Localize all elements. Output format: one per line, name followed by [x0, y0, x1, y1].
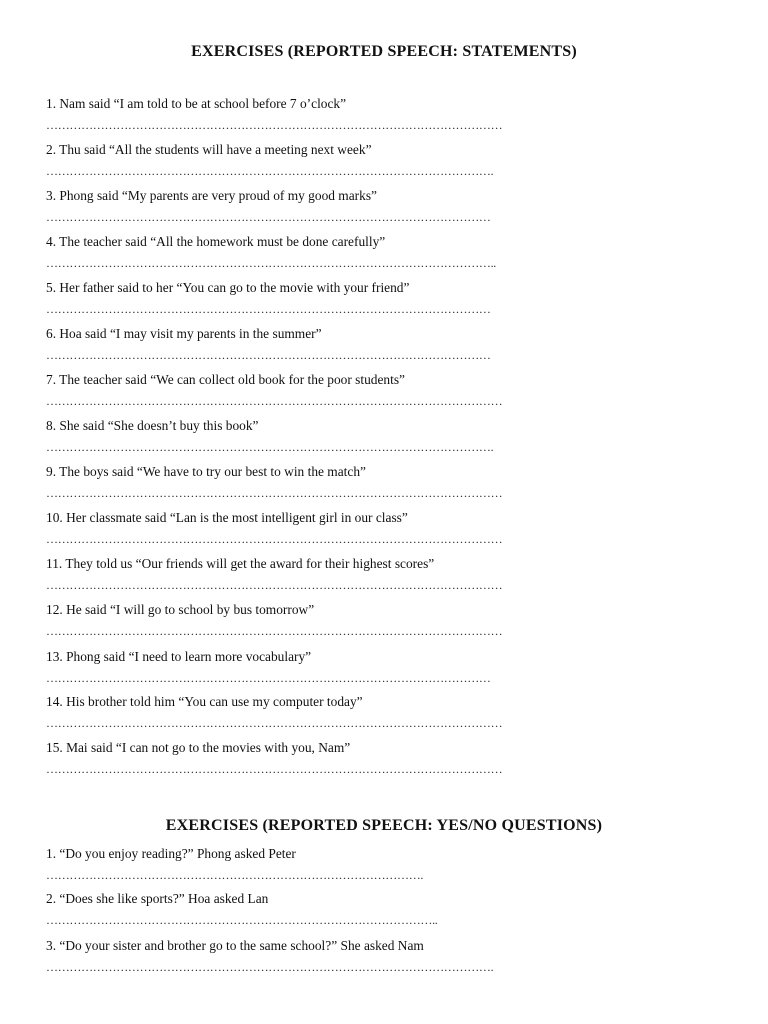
answer-line: ……………………………………………………………………………………………………..: [46, 256, 497, 270]
answer-line: ………………………………………………………………………………………………………: [46, 532, 503, 546]
question-prompt: 3. “Do your sister and brother go to the same school?” She asked Nam: [46, 938, 424, 953]
statement-item-6: [46, 326, 746, 362]
question-item-1: [46, 846, 746, 882]
statement-prompt: 12. He said “I will go to school by bus tomorrow”: [46, 602, 315, 617]
statement-prompt: 13. Phong said “I need to learn more vocabulary”: [46, 649, 312, 664]
answer-line: ……………………………………………………………………………………………………: [46, 210, 491, 224]
statement-prompt: 3. Phong said “My parents are very proud of my good marks”: [46, 188, 377, 203]
answer-line: ………………………………………………………………………………………………………: [46, 624, 503, 638]
answer-line: …………………………………………………………………………………….: [46, 868, 424, 882]
statement-prompt: 1. Nam said “I am told to be at school before 7 o’clock”: [46, 96, 347, 111]
statement-item-13: [46, 649, 746, 685]
statement-item-3: [46, 188, 746, 224]
statements-title: EXERCISES (REPORTED SPEECH: STATEMENTS): [191, 43, 577, 60]
answer-line: …………………………………………………………………………………………………….: [46, 164, 494, 178]
answer-line: ………………………………………………………………………………………………………: [46, 578, 503, 592]
answer-line: …………………………………………………………………………………………………….: [46, 960, 494, 974]
answer-line: ………………………………………………………………………………………..: [46, 913, 438, 927]
question-prompt: 2. “Does she like sports?” Hoa asked Lan: [46, 891, 269, 906]
statement-prompt: 7. The teacher said “We can collect old book for the poor students”: [46, 372, 405, 387]
yes-no-questions-title: EXERCISES (REPORTED SPEECH: YES/NO QUESTIONS): [165, 817, 603, 834]
statement-prompt: 5. Her father said to her “You can go to the movie with your friend”: [46, 280, 410, 295]
statement-prompt: 11. They told us “Our friends will get the award for their highest scores”: [46, 556, 435, 571]
statement-item-2: [46, 142, 746, 178]
statement-item-14: [46, 694, 746, 730]
answer-line: ……………………………………………………………………………………………………: [46, 671, 491, 685]
statement-prompt: 9. The boys said “We have to try our best to win the match”: [46, 464, 366, 479]
answer-line: ………………………………………………………………………………………………………: [46, 486, 503, 500]
statement-item-4: [46, 234, 746, 270]
answer-line: ………………………………………………………………………………………………………: [46, 716, 503, 730]
question-item-3: [46, 938, 746, 974]
answer-line: ……………………………………………………………………………………………………: [46, 302, 491, 316]
statement-prompt: 10. Her classmate said “Lan is the most intelligent girl in our class”: [46, 510, 408, 525]
answer-line: ………………………………………………………………………………………………………: [46, 394, 503, 408]
statement-item-10: [46, 510, 746, 546]
statement-prompt: 14. His brother told him “You can use my computer today”: [46, 694, 363, 709]
statement-item-8: [46, 418, 746, 454]
statement-item-7: [46, 372, 746, 408]
statement-item-9: [46, 464, 746, 500]
statement-item-1: [46, 96, 746, 132]
question-prompt: 1. “Do you enjoy reading?” Phong asked Peter: [46, 846, 296, 861]
answer-line: ………………………………………………………………………………………………………: [46, 118, 503, 132]
statement-item-12: [46, 602, 746, 638]
statement-prompt: 2. Thu said “All the students will have a meeting next week”: [46, 142, 372, 157]
statement-prompt: 4. The teacher said “All the homework must be done carefully”: [46, 234, 386, 249]
statement-item-11: [46, 556, 746, 592]
statement-prompt: 8. She said “She doesn’t buy this book”: [46, 418, 259, 433]
statement-item-5: [46, 280, 746, 316]
statement-item-15: [46, 740, 746, 776]
answer-line: ……………………………………………………………………………………………………: [46, 348, 491, 362]
statement-prompt: 15. Mai said “I can not go to the movies with you, Nam”: [46, 740, 351, 755]
statement-prompt: 6. Hoa said “I may visit my parents in the summer”: [46, 326, 322, 341]
question-item-2: [46, 891, 746, 927]
answer-line: …………………………………………………………………………………………………….: [46, 440, 494, 454]
answer-line: ………………………………………………………………………………………………………: [46, 762, 503, 776]
